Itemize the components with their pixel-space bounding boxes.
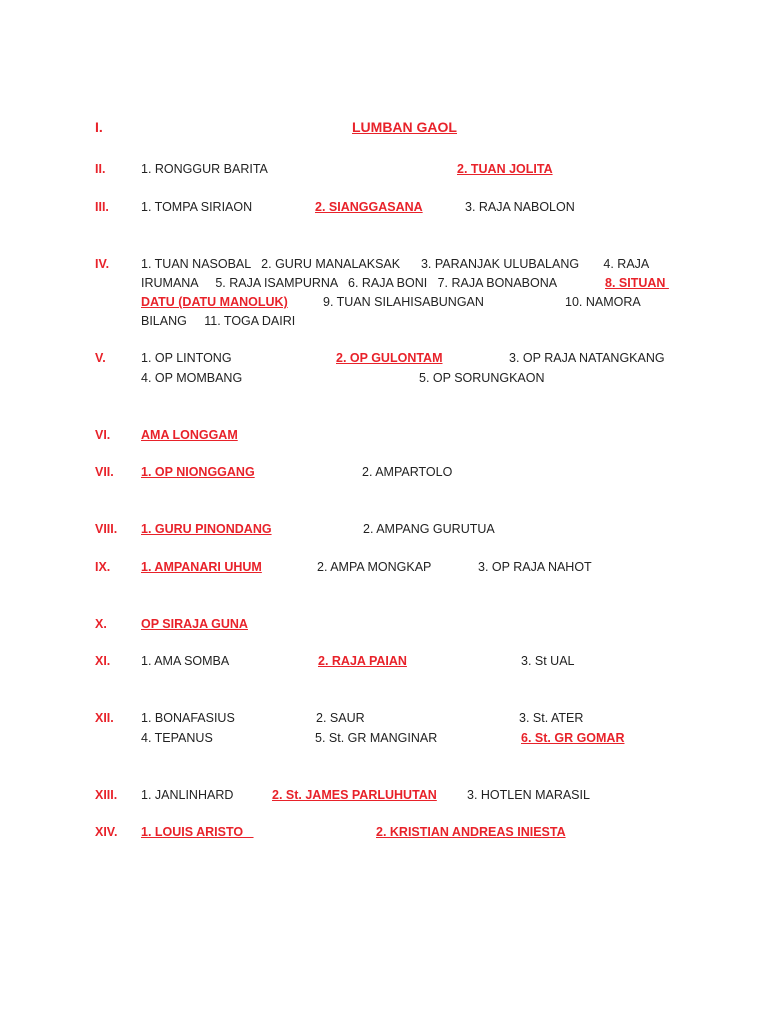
entry-tepanus: 4. TEPANUS (141, 731, 213, 745)
numeral-8: VIII. (95, 522, 118, 536)
entry-sianggasana: 2. SIANGGASANA (315, 200, 423, 214)
entry-op-gulontam: 2. OP GULONTAM (336, 351, 443, 365)
entry-tompa-siriaon: 1. TOMPA SIRIAON (141, 200, 253, 214)
numeral-14: XIV. (95, 825, 118, 839)
entry-situan: 8. SITUAN (605, 276, 669, 290)
entry-guru-pinondang: 1. GURU PINONDANG (141, 522, 272, 536)
numeral-11: XI. (95, 654, 111, 668)
numeral-5: V. (95, 351, 106, 365)
numeral-12: XII. (95, 711, 114, 725)
numeral-3: III. (95, 200, 109, 214)
entry-raja-nabolon: 3. RAJA NABOLON (465, 200, 575, 214)
numeral-7: VII. (95, 465, 114, 479)
entry-ama-somba: 1. AMA SOMBA (141, 654, 230, 668)
entry-op-mombang: 4. OP MOMBANG (141, 371, 243, 385)
entry-op-sorungkaon: 5. OP SORUNGKAON (419, 371, 545, 385)
document-title: LUMBAN GAOL (352, 119, 457, 135)
entry-st-ater: 3. St. ATER (519, 711, 584, 725)
entry-raja-paian: 2. RAJA PAIAN (318, 654, 407, 668)
entry-op-raja-nahot: 3. OP RAJA NAHOT (478, 560, 592, 574)
numeral-6: VI. (95, 428, 111, 442)
entry-ronggur-barita: 1. RONGGUR BARITA (141, 162, 268, 176)
numeral-2: II. (95, 162, 106, 176)
entry-janlinhard: 1. JANLINHARD (141, 788, 234, 802)
entry-tuan-silahisabungan: 9. TUAN SILAHISABUNGAN (323, 295, 484, 309)
numeral-1: I. (95, 119, 103, 135)
entry-st-gr-manginar: 5. St. GR MANGINAR (315, 731, 438, 745)
entry-op-siraja-guna: OP SIRAJA GUNA (141, 617, 248, 631)
entry-hotlen-marasil: 3. HOTLEN MARASIL (467, 788, 590, 802)
entry-bonafasius: 1. BONAFASIUS (141, 711, 235, 725)
entry-op-nionggang: 1. OP NIONGGANG (141, 465, 255, 479)
entry-tuan-jolita: 2. TUAN JOLITA (457, 162, 553, 176)
numeral-9: IX. (95, 560, 111, 574)
entry-ampanari-uhum: 1. AMPANARI UHUM (141, 560, 262, 574)
entry-datu-manoluk: DATU (DATU MANOLUK) (141, 295, 288, 309)
entry-saur: 2. SAUR (316, 711, 365, 725)
entry-kristian-andreas-iniesta: 2. KRISTIAN ANDREAS INIESTA (376, 825, 566, 839)
entry-op-raja-natangkang: 3. OP RAJA NATANGKANG (509, 351, 665, 365)
entry-line-iv-1: 1. TUAN NASOBAL 2. GURU MANALAKSAK 3. PARANJAK ULUBALANG 4. RAJA (141, 257, 650, 271)
numeral-10: X. (95, 617, 107, 631)
entry-st-james-parluhutan: 2. St. JAMES PARLUHUTAN (272, 788, 437, 802)
entry-louis-aristo: 1. LOUIS ARISTO (141, 825, 254, 839)
entry-ampang-gurutua: 2. AMPANG GURUTUA (363, 522, 495, 536)
entry-line-iv-4: BILANG 11. TOGA DAIRI (141, 314, 296, 328)
entry-namora: 10. NAMORA (565, 295, 641, 309)
numeral-4: IV. (95, 257, 110, 271)
entry-op-lintong: 1. OP LINTONG (141, 351, 232, 365)
numeral-13: XIII. (95, 788, 118, 802)
entry-ama-longgam: AMA LONGGAM (141, 428, 238, 442)
entry-ampa-mongkap: 2. AMPA MONGKAP (317, 560, 432, 574)
entry-line-iv-2: IRUMANA 5. RAJA ISAMPURNA 6. RAJA BONI 7. RAJA BONABONA (141, 276, 558, 290)
entry-st-gr-gomar: 6. St. GR GOMAR (521, 731, 625, 745)
entry-st-ual: 3. St UAL (521, 654, 575, 668)
entry-ampartolo: 2. AMPARTOLO (362, 465, 453, 479)
